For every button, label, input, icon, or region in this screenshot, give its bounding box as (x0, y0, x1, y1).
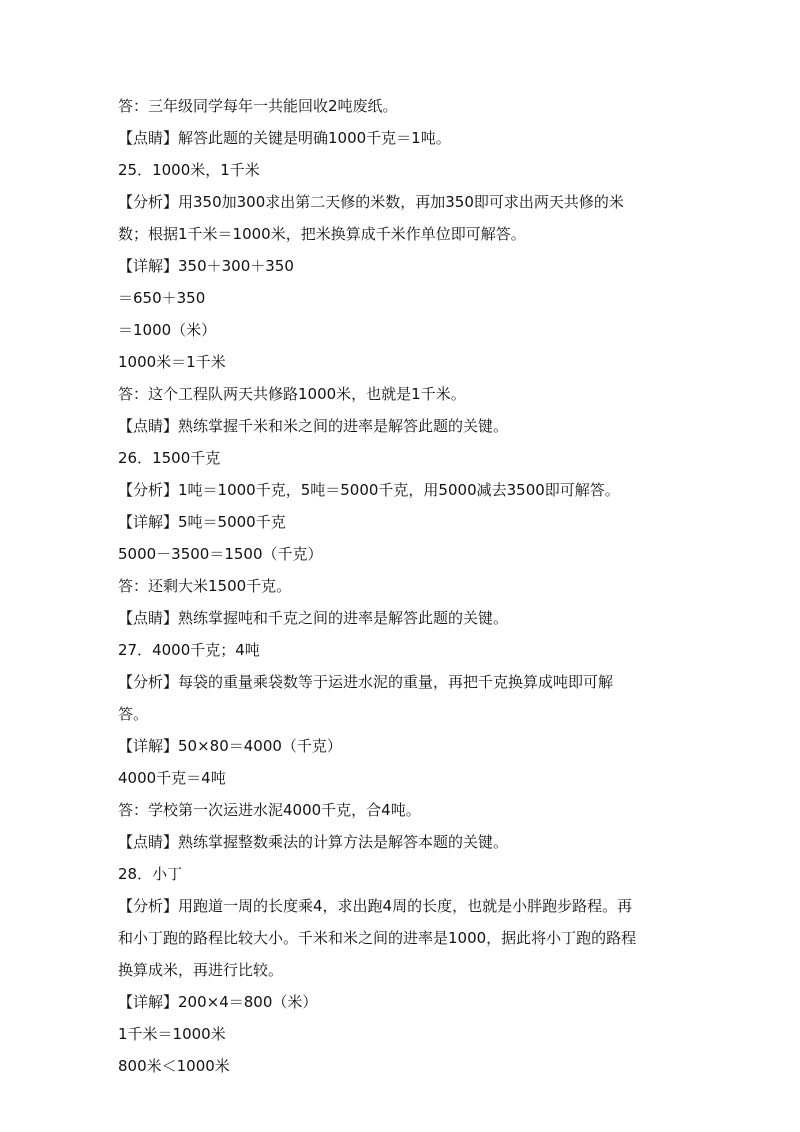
analysis-line-cont: 和小丁跑的路程比较大小。千米和米之间的进率是1000，据此将小丁跑的路程 (118, 929, 637, 947)
analysis-line: 【分析】用跑道一周的长度乘4，求出跑4周的长度，也就是小胖跑步路程。再 (118, 897, 633, 915)
key-point-line: 【点睛】熟练掌握整数乘法的计算方法是解答本题的关键。 (118, 833, 509, 851)
calc-line: ＝650＋350 (118, 289, 206, 307)
calc-line: 800米＜1000米 (118, 1057, 230, 1075)
analysis-line: 【分析】每袋的重量乘袋数等于运进水泥的重量，再把千克换算成吨即可解 (118, 673, 614, 691)
analysis-line-cont: 答。 (118, 705, 149, 723)
answer-line: 答：三年级同学每年一共能回收2吨废纸。 (118, 97, 398, 115)
answer-line: 答：这个工程队两天共修路1000米，也就是1千米。 (118, 385, 466, 403)
key-point-line: 【点睛】熟练掌握千米和米之间的进率是解答此题的关键。 (118, 417, 509, 435)
detail-line: 【详解】50×80＝4000（千克） (118, 737, 342, 755)
analysis-line-cont: 换算成米，再进行比较。 (118, 961, 284, 979)
calc-line: 5000－3500＝1500（千克） (118, 545, 323, 563)
key-point-line: 【点睛】解答此题的关键是明确1000千克＝1吨。 (118, 129, 451, 147)
calc-line: 1千米＝1000米 (118, 1025, 226, 1043)
question-27-answer: 27．4000千克；4吨 (118, 641, 260, 659)
answer-line: 答：还剩大米1500千克。 (118, 577, 292, 595)
detail-line: 【详解】5吨＝5000千克 (118, 513, 286, 531)
analysis-line: 【分析】用350加300求出第二天修的米数，再加350即可求出两天共修的米 (118, 193, 624, 211)
analysis-line-cont: 数；根据1千米＝1000米，把米换算成千米作单位即可解答。 (118, 225, 526, 243)
question-28-answer: 28．小丁 (118, 865, 183, 883)
calc-line: ＝1000（米） (118, 321, 217, 339)
detail-line: 【详解】200×4＝800（米） (118, 993, 318, 1011)
question-26-answer: 26．1500千克 (118, 449, 221, 467)
answer-line: 答：学校第一次运进水泥4000千克，合4吨。 (118, 801, 421, 819)
key-point-line: 【点睛】熟练掌握吨和千克之间的进率是解答此题的关键。 (118, 609, 509, 627)
question-25-answer: 25．1000米，1千米 (118, 161, 260, 179)
analysis-line: 【分析】1吨＝1000千克，5吨＝5000千克，用5000减去3500即可解答。 (118, 481, 620, 499)
calc-line: 1000米＝1千米 (118, 353, 226, 371)
detail-line: 【详解】350＋300＋350 (118, 257, 294, 275)
calc-line: 4000千克＝4吨 (118, 769, 226, 787)
